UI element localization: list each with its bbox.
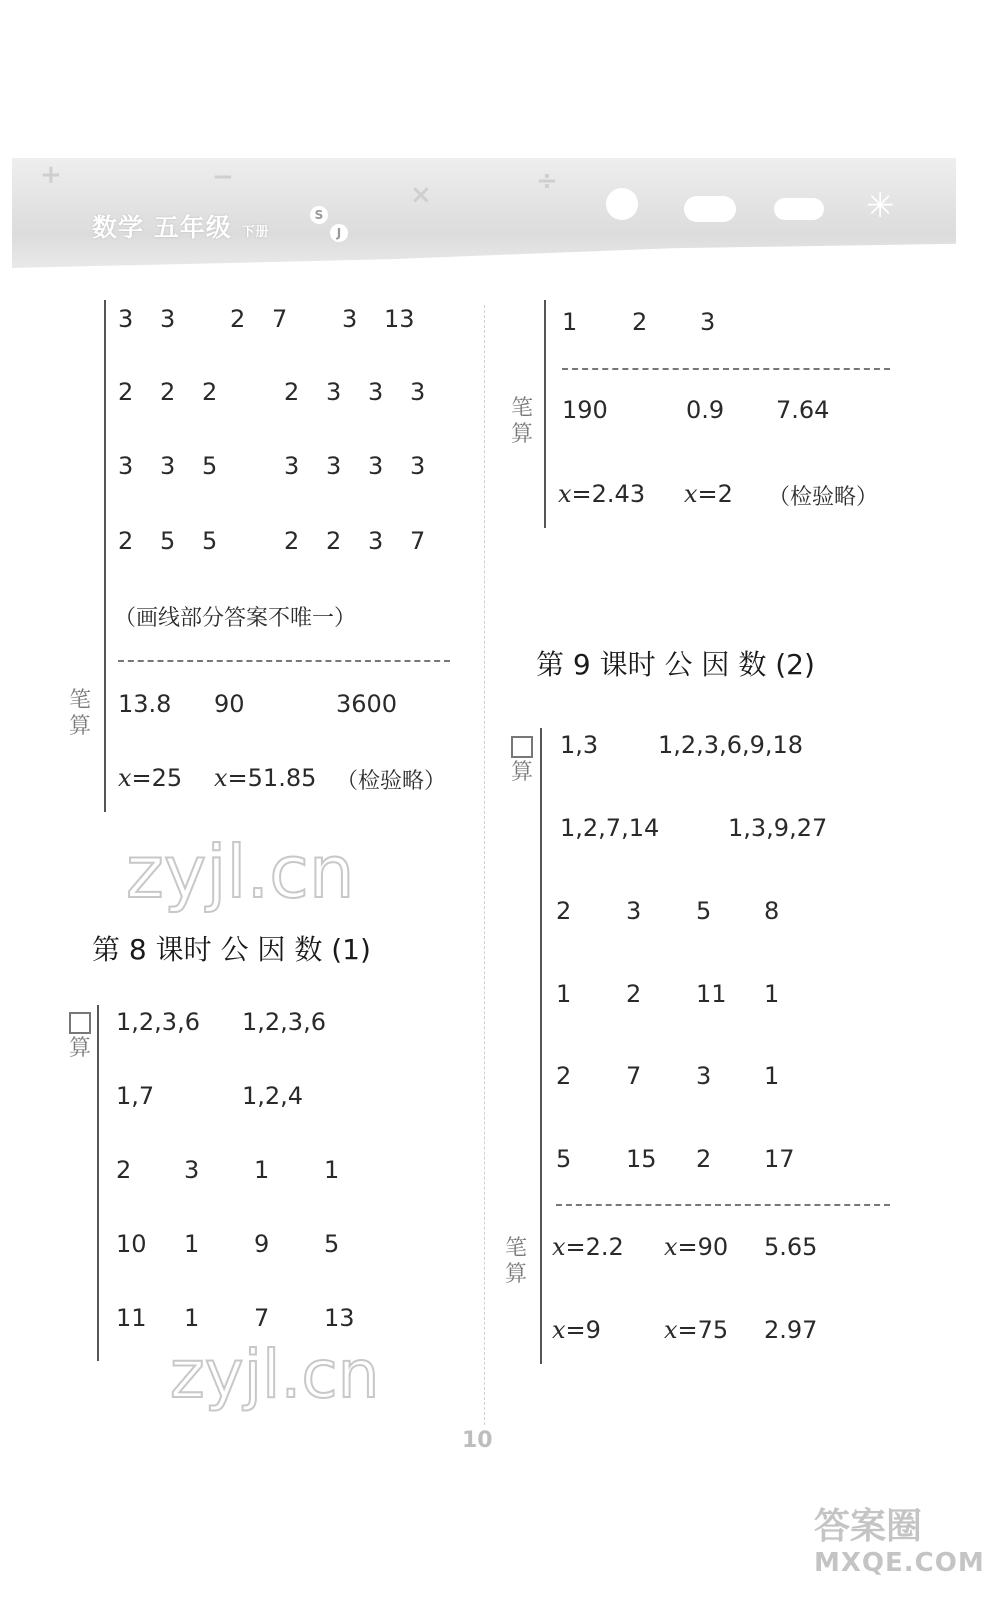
bisuan-label: 笔算 — [504, 1236, 527, 1287]
site-logo-url: MXQE.COM — [814, 1548, 985, 1578]
dashed-separator — [556, 1204, 890, 1206]
watermark: zyjl.cn — [170, 1336, 380, 1413]
watermark: zyjl.cn — [126, 830, 355, 914]
minus-icon: − — [212, 162, 234, 192]
plus-icon: + — [40, 160, 62, 190]
kousuan-label: 算 — [68, 1010, 92, 1062]
bisuan-label: 笔算 — [68, 688, 91, 739]
snowflake-icon: ✳ — [866, 186, 895, 226]
box-icon — [69, 1012, 91, 1034]
page-number: 10 — [462, 1428, 493, 1453]
answer-bar — [544, 300, 546, 528]
badge-j: J — [330, 224, 348, 242]
badge-s: S — [310, 206, 328, 224]
sun-icon — [606, 188, 638, 220]
box-icon — [511, 736, 533, 758]
divide-icon: ÷ — [536, 166, 558, 196]
times-icon: × — [410, 180, 432, 210]
volume-label: 下册 — [241, 225, 270, 240]
note-text: （画线部分答案不唯一） — [114, 606, 357, 631]
answer-bar — [104, 300, 106, 812]
cloud-icon — [684, 196, 736, 222]
dashed-separator — [118, 660, 450, 662]
bisuan-label: 笔算 — [510, 396, 533, 447]
section-title: 第 8 课时 公 因 数 (1) — [92, 933, 371, 966]
dashed-separator — [562, 368, 890, 370]
answer-bar — [97, 1005, 99, 1361]
answer-bar — [540, 728, 542, 1364]
site-logo: 答案圈 — [814, 1506, 923, 1547]
column-divider — [484, 305, 485, 1425]
header-title — [92, 208, 269, 244]
cloud-icon — [774, 198, 824, 220]
kousuan-label: 算 — [510, 734, 534, 786]
subject-grade: 数学 五年级 — [92, 213, 232, 242]
section-title: 第 9 课时 公 因 数 (2) — [536, 648, 815, 681]
